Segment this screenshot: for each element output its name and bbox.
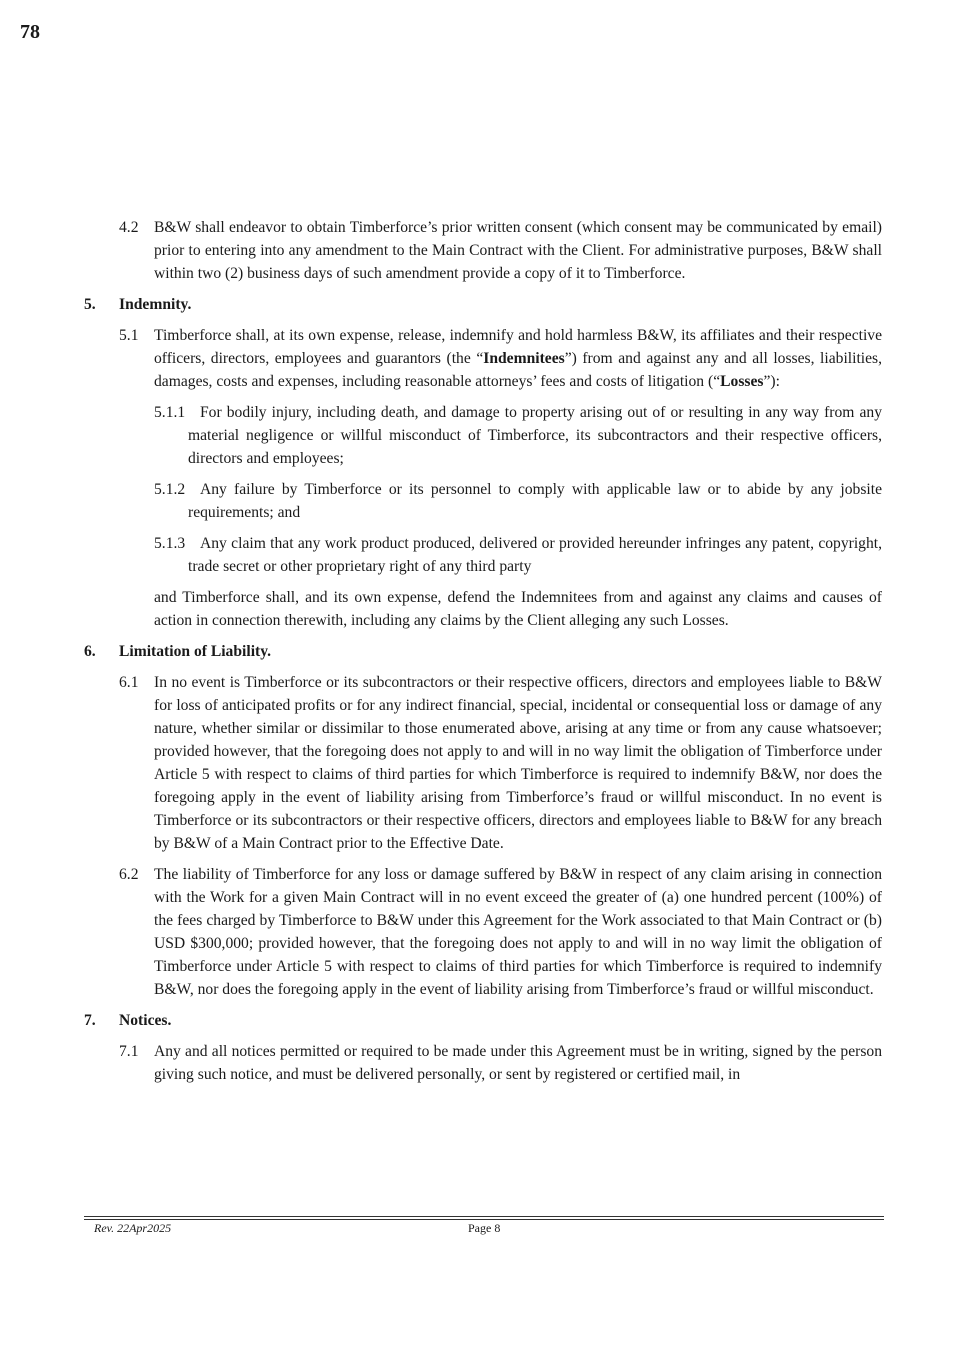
clause-5-1-3 [84, 532, 882, 578]
clause-5-1-2 [84, 478, 882, 524]
clause-number: 5.1.1 [154, 404, 186, 421]
clause-7-1 [84, 1040, 882, 1086]
clause-4-2 [84, 216, 882, 285]
clause-text: The liability of Timberforce for any loss or damage suffered by B&W in respect of any claim arising in connection with the Work for a given Main Contract will in no event exceed the greater of (a) one hundred percent (100%) of the fees charged by Timberforce to B&W under this Agreement for the Work associated to that Main Contract or (b) USD $300,000; provided however, that the foregoing does not apply to and will in no way limit the obligation of Timberforce under Article 5 with respect to claims of third parties for which Timberforce is required to indemnify B&W, nor does the foregoing apply in the event of liability arising from Timberforce’s fraud or willful misconduct. [154, 866, 882, 998]
section-5-heading [84, 293, 882, 316]
section-title: Notices. [119, 1012, 172, 1029]
section-5-closing: and Timberforce shall, and its own expense, defend the Indemnitees from and against any claims and causes of action in connection therewith, including any claims by the Client alleging any such Losses. [154, 589, 882, 629]
clause-text: Any failure by Timberforce or its personnel to comply with applicable law or to abide by any jobsite requirements; and [188, 481, 882, 521]
clause-text-part: ”): [763, 373, 780, 390]
clause-number: 5.1.2 [154, 481, 186, 498]
clause-5-1-1 [84, 401, 882, 470]
defined-term-indemnitees: Indemnitees [483, 350, 565, 367]
clause-text: B&W shall endeavor to obtain Timberforce’s prior written consent (which consent may be communicated by email) prior to entering into any amendment to the Main Contract with the Client. For administrative purposes, B&W shall within two (2) business days of such amendment provide a copy of it to Timberforce. [154, 219, 882, 282]
footer-page-label: Page 8 [468, 1221, 501, 1235]
defined-term-losses: Losses [720, 373, 764, 390]
footer-revision: Rev. 22Apr2025 [94, 1221, 172, 1235]
clause-text: For bodily injury, including death, and damage to property arising out of or resulting in any way from any material negligence or willful misconduct of Timberforce, its subcontractors and their respective officers, directors and employees; [188, 404, 882, 467]
clause-number: 6.2 [119, 866, 139, 883]
section-title: Indemnity. [119, 296, 192, 313]
section-number: 5. [84, 296, 96, 313]
clause-text-part: Timberforce shall, at its own expense, release, indemnify and hold harmless B&W, its affiliates and their respective officers, directors, employees and guarantors (the “ [154, 327, 882, 367]
clause-6-2 [84, 863, 882, 1001]
footer-divider-double [84, 1219, 884, 1220]
page-number: 78 [20, 21, 40, 43]
document-body [84, 216, 882, 1094]
section-6-heading [84, 640, 882, 663]
clause-6-1 [84, 671, 882, 855]
clause-number: 7.1 [119, 1043, 139, 1060]
clause-text-part: ”) from and against any and all losses, liabilities, damages, costs and expenses, including reasonable attorneys’ fees and costs of litigation (“ [154, 350, 882, 390]
footer-divider [84, 1216, 884, 1217]
clause-number: 5.1 [119, 327, 139, 344]
clause-5-1 [84, 324, 882, 393]
clause-text: Any and all notices permitted or required to be made under this Agreement must be in writing, signed by the person giving such notice, and must be delivered personally, or sent by registered or certified mail, in [154, 1043, 882, 1083]
section-number: 7. [84, 1012, 96, 1029]
section-7-heading [84, 1009, 882, 1032]
section-title: Limitation of Liability. [119, 643, 272, 660]
clause-text: In no event is Timberforce or its subcontractors or their respective officers, directors and employees liable to B&W for loss of anticipated profits or for any indirect financial, special, incidental or consequential loss or damage of any nature, whether similar or dissimilar to those enumerated above, arising at any time or from any cause whatsoever; provided however, that the foregoing does not apply to and will in no way limit the obligation of Timberforce under Article 5 with respect to claims of third parties for which Timberforce is required to indemnify B&W, nor does the foregoing apply in the event of liability arising from Timberforce’s fraud or willful misconduct. In no event is Timberforce or its subcontractors or their respective officers, directors and employees liable to B&W for any breach by B&W of a Main Contract prior to the Effective Date. [154, 674, 882, 852]
clause-text: Any claim that any work product produced, delivered or provided hereunder infringes any patent, copyright, trade secret or other proprietary right of any third party [188, 535, 882, 575]
clause-number: 6.1 [119, 674, 139, 691]
clause-number: 5.1.3 [154, 535, 186, 552]
section-number: 6. [84, 643, 96, 660]
clause-number: 4.2 [119, 219, 139, 236]
